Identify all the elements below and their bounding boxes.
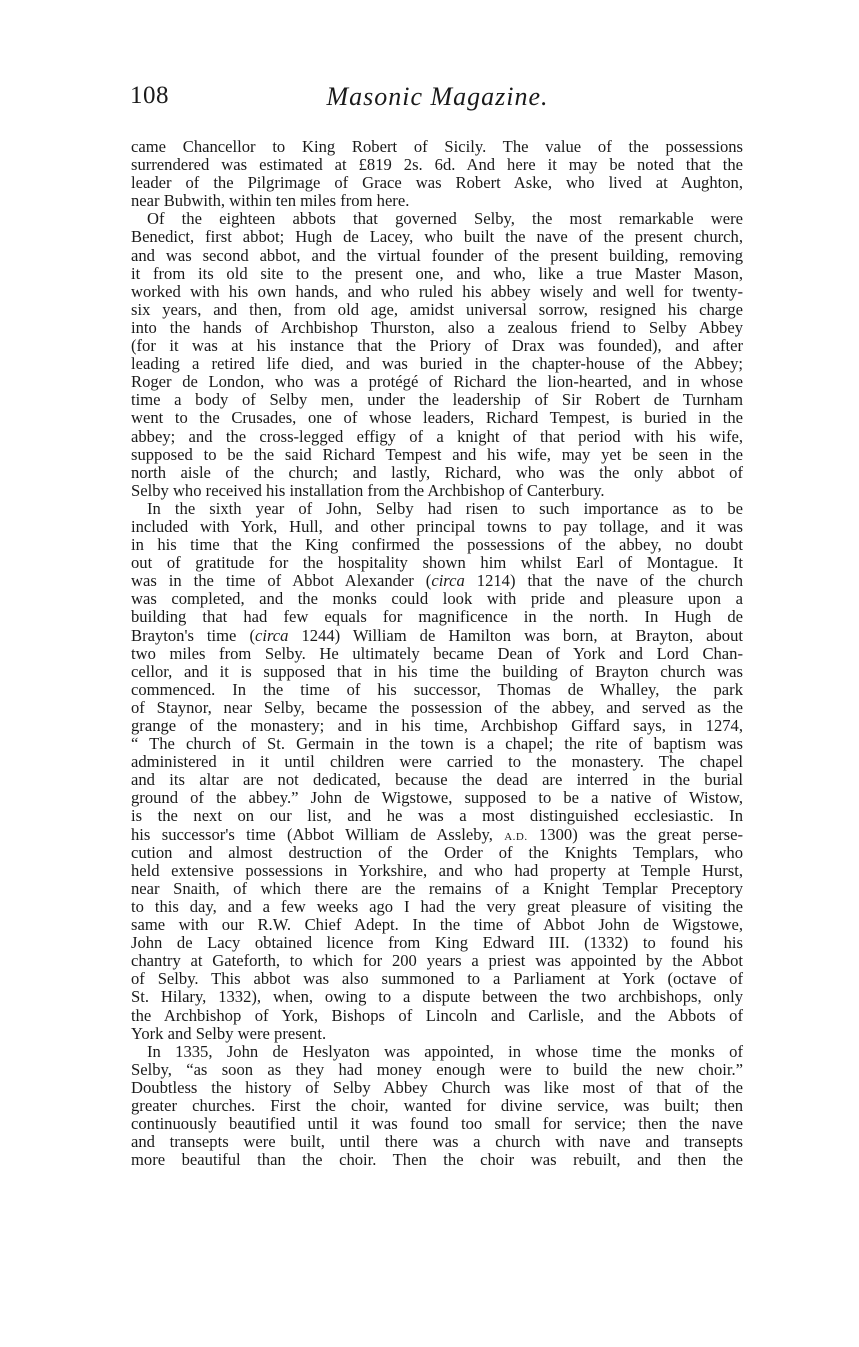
text-line: St. Hilary, 1332), when, owing to a dispute between the two archbishops, only [131,987,743,1007]
text-line: more beautiful than the choir. Then the choir was rebuilt, and then the [131,1150,743,1170]
text-line: six years, and then, from old age, amidst universal sorrow, resigned his charge [131,299,743,319]
text-line: near Bubwith, within ten miles from here. [131,191,410,211]
text-line [131,826,743,844]
text-line: went to the Crusades, one of whose leaders, Richard Tempest, is buried in the [131,408,743,428]
text-line: held extensive possessions in Yorkshire, and who had property at Temple Hurst, [131,860,743,880]
text-segment: 1214) that the nave of the church [464,571,743,591]
text-line: In the sixth year of John, Selby had risen to such importance as to be [147,498,743,518]
text-line: is the next on our list, and he was a most distinguished ecclesiastic. In [131,806,743,826]
text-line: leading a retired life died, and was buried in the chapter-house of the Abbey; [131,354,743,374]
text-line: John de Lacy obtained licence from King Edward III. (1332) to found his [131,933,743,953]
text-line: York and Selby were present. [131,1023,327,1043]
text-line: Selby, “as soon as they had money enough were to build the new choir.” [131,1059,743,1079]
text-line: into the hands of Archbishop Thurston, also a zealous friend to Selby Abbey [131,317,743,337]
text-line: Roger de London, who was a protégé of Richard the lion-hearted, and in whose [131,372,743,392]
text-segment: 1300) was the great perse- [527,824,743,844]
text-line: of Staynor, near Selby, became the possession of the abbey, and served as the [131,697,743,717]
text-segment: his successor's time (Abbot William de Assleby, [131,824,505,844]
italic-term: circa [431,571,465,591]
text-line: administered in it until children were carried to the monastery. The chapel [131,752,743,772]
text-segment: Brayton's time ( [131,625,255,645]
text-line: Doubtless the history of Selby Abbey Church was like most of that of the [131,1077,743,1097]
text-line: greater churches. First the choir, wanted for divine service, was built; then [131,1095,743,1115]
text-line: same with our R.W. Chief Adept. In the time of Abbot John de Wigstowe, [131,915,743,935]
text-line: “ The church of St. Germain in the town is a chapel; the rite of baptism was [131,734,743,754]
text-line: grange of the monastery; and in his time, Archbishop Giffard says, in 1274, [131,716,743,735]
text-line: continuously beautified until it was found too small for service; then the nave [131,1114,743,1134]
text-line: the Archbishop of York, Bishops of Lincoln and Carlisle, and the Abbots of [131,1005,743,1025]
article-body [131,138,743,1169]
text-line: in his time that the King confirmed the possessions of the abbey, no doubt [131,535,743,555]
text-line: (for it was at his instance that the Priory of Drax was founded), and after [131,336,743,356]
text-line: building that had few equals for magnificence in the north. In Hugh de [131,607,743,627]
text-segment: 1244) William de Hamilton was born, at Brayton, about [288,625,743,645]
text-line: out of gratitude for the hospitality shown him whilst Earl of Montague. It [131,553,743,573]
text-segment: was in the time of Abbot Alexander ( [131,571,432,591]
text-line: to this day, and a few weeks ago I had the very great pleasure of visiting the [131,896,743,916]
text-line: abbey; and the cross-legged effigy of a knight of that period with his wife, [131,426,743,446]
text-line [131,572,743,590]
text-line: north aisle of the church; and lastly, Richard, who was the only abbot of [131,462,743,482]
text-line: cution and almost destruction of the Order of the Knights Templars, who [131,842,743,862]
text-line: surrendered was estimated at £819 2s. 6d. And here it may be noted that the [131,155,743,175]
text-line: worked with his own hands, and who ruled his abbey wisely and well for twenty- [131,281,743,301]
text-line: it from its old site to the present one, and who, like a true Master Mason, [131,263,743,283]
text-line: of Selby. This abbot was also summoned to a Parliament at York (octave of [131,969,743,989]
text-line: commenced. In the time of his successor, Thomas de Whalley, the park [131,679,743,699]
text-line: and was second abbot, and the virtual founder of the present building, removing [131,245,743,265]
text-line: near Snaith, of which there are the remains of a Knight Templar Preceptory [131,878,743,898]
text-line: Selby who received his installation from the Archbishop of Canterbury. [131,480,605,500]
text-line: ground of the abbey.” John de Wigstowe, supposed to be a native of Wistow, [131,788,743,808]
text-line: two miles from Selby. He ultimately became Dean of York and Lord Chan- [131,643,743,663]
journal-title: Masonic Magazine. [326,82,549,111]
text-line: time a body of Selby men, under the leadership of Sir Robert de Turnham [131,390,743,410]
italic-term: circa [254,625,289,645]
text-line: supposed to be the said Richard Tempest and his wife, may yet be seen in the [131,444,743,464]
small-caps-term: A.D. [504,830,528,843]
text-line: included with York, Hull, and other principal towns to pay tollage, and it was [131,516,743,536]
text-line: and its altar are not dedicated, because the dead are interred in the burial [131,770,743,790]
running-head [130,82,745,118]
text-line: leader of the Pilgrimage of Grace was Robert Aske, who lived at Aughton, [131,173,743,193]
text-line: and transepts were built, until there was a church with nave and transepts [131,1132,743,1152]
text-line: chantry at Gateforth, to which for 200 years a priest was appointed by the Abbot [131,951,743,971]
text-line: In 1335, John de Heslyaton was appointed, in whose time the monks of [147,1041,743,1061]
text-line: Of the eighteen abbots that governed Selby, the most remarkable were [147,209,743,229]
text-line: was completed, and the monks could look with pride and pleasure upon a [131,589,743,609]
text-line: cellor, and it is supposed that in his time the building of Brayton church was [131,661,743,681]
text-line [131,627,743,645]
page-number: 108 [130,82,169,109]
text-line: came Chancellor to King Robert of Sicily. The value of the possessions [131,137,743,156]
text-line: Benedict, first abbot; Hugh de Lacey, who built the nave of the present church, [131,227,743,247]
